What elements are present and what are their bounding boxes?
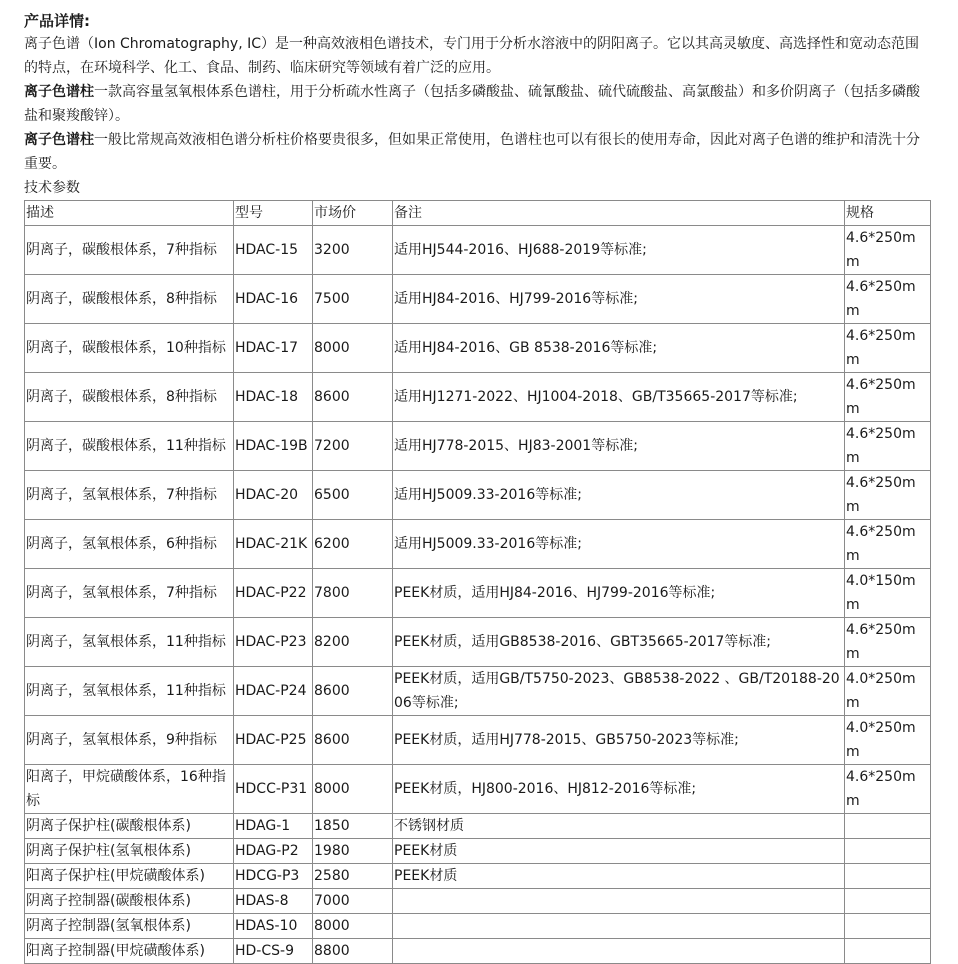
cell-model: HDAS-10 [234, 914, 313, 939]
cell-description: 阴离子控制器(氢氧根体系) [25, 914, 234, 939]
cell-spec: 4.6*250mm [845, 618, 931, 667]
cell-model: HDAC-17 [234, 324, 313, 373]
cell-remark: PEEK材质 [393, 864, 845, 889]
cell-spec: 4.6*250mm [845, 275, 931, 324]
column-description-text: 一款高容量氢氧根体系色谱柱，用于分析疏水性离子（包括多磷酸盐、硫氰酸盐、硫代硫酸盐、高氯酸盐）和多价阴离子（包括多磷酸盐和聚羧酸锌）。 [24, 84, 920, 124]
cell-description: 阴离子，碳酸根体系，8种指标 [25, 275, 234, 324]
cell-description: 阴离子保护柱(碳酸根体系) [25, 814, 234, 839]
cell-price: 8800 [313, 939, 393, 964]
product-details-heading: 产品详情: [24, 12, 90, 30]
table-row [25, 889, 931, 914]
cell-model: HDAC-15 [234, 226, 313, 275]
cell-description: 阴离子，碳酸根体系，11种指标 [25, 422, 234, 471]
cell-description: 阴离子，氢氧根体系，7种指标 [25, 569, 234, 618]
cell-model: HDAG-P2 [234, 839, 313, 864]
table-row [25, 422, 931, 471]
cell-price: 7800 [313, 569, 393, 618]
cell-price: 1980 [313, 839, 393, 864]
table-header-row [25, 201, 931, 226]
cell-price: 8000 [313, 914, 393, 939]
spec-table [24, 200, 931, 964]
cell-spec [845, 839, 931, 864]
cell-price: 8600 [313, 716, 393, 765]
table-row [25, 939, 931, 964]
cell-remark: 适用HJ1271-2022、HJ1004-2018、GB/T35665-2017等标准; [393, 373, 845, 422]
cell-model: HD-CS-9 [234, 939, 313, 964]
cell-description: 阳离子，甲烷磺酸体系，16种指标 [25, 765, 234, 814]
column-description-paragraph [24, 80, 930, 128]
table-row [25, 765, 931, 814]
cell-remark: 适用HJ5009.33-2016等标准; [393, 471, 845, 520]
cell-model: HDAS-8 [234, 889, 313, 914]
cell-spec: 4.0*250mm [845, 716, 931, 765]
table-row [25, 667, 931, 716]
cell-remark: 适用HJ544-2016、HJ688-2019等标准; [393, 226, 845, 275]
cell-remark: 适用HJ84-2016、HJ799-2016等标准; [393, 275, 845, 324]
cell-model: HDAG-1 [234, 814, 313, 839]
cell-model: HDAC-16 [234, 275, 313, 324]
cell-model: HDAC-P24 [234, 667, 313, 716]
cell-remark: PEEK材质，HJ800-2016、HJ812-2016等标准; [393, 765, 845, 814]
cell-description: 阴离子，氢氧根体系，7种指标 [25, 471, 234, 520]
cell-spec: 4.6*250mm [845, 471, 931, 520]
cell-model: HDAC-P23 [234, 618, 313, 667]
cell-description: 阴离子，氢氧根体系，6种指标 [25, 520, 234, 569]
cell-remark: 适用HJ84-2016、GB 8538-2016等标准; [393, 324, 845, 373]
cell-price: 8600 [313, 373, 393, 422]
column-term: 离子色谱柱 [24, 132, 94, 148]
header-remark: 备注 [393, 201, 845, 226]
table-body [25, 226, 931, 964]
table-row [25, 373, 931, 422]
cell-spec: 4.6*250mm [845, 520, 931, 569]
table-row [25, 471, 931, 520]
cell-remark: PEEK材质，适用HJ84-2016、HJ799-2016等标准; [393, 569, 845, 618]
cell-spec: 4.6*250mm [845, 226, 931, 275]
cell-description: 阴离子，碳酸根体系，7种指标 [25, 226, 234, 275]
cell-price: 3200 [313, 226, 393, 275]
cell-price: 7000 [313, 889, 393, 914]
cell-model: HDAC-18 [234, 373, 313, 422]
table-row [25, 814, 931, 839]
cell-price: 8000 [313, 324, 393, 373]
cell-remark: PEEK材质，适用HJ778-2015、GB5750-2023等标准; [393, 716, 845, 765]
cell-description: 阴离子保护柱(氢氧根体系) [25, 839, 234, 864]
table-row [25, 275, 931, 324]
cell-description: 阳离子控制器(甲烷磺酸体系) [25, 939, 234, 964]
cell-spec: 4.6*250mm [845, 373, 931, 422]
cell-remark: 不锈钢材质 [393, 814, 845, 839]
cell-price: 8000 [313, 765, 393, 814]
cell-remark [393, 889, 845, 914]
product-details [24, 10, 930, 964]
cell-description: 阳离子保护柱(甲烷磺酸体系) [25, 864, 234, 889]
cell-remark: PEEK材质 [393, 839, 845, 864]
cell-model: HDAC-P25 [234, 716, 313, 765]
table-row [25, 864, 931, 889]
cell-price: 7200 [313, 422, 393, 471]
cell-spec [845, 889, 931, 914]
cell-price: 1850 [313, 814, 393, 839]
cell-remark: 适用HJ778-2015、HJ83-2001等标准; [393, 422, 845, 471]
cell-description: 阴离子，氢氧根体系，9种指标 [25, 716, 234, 765]
header-price: 市场价 [313, 201, 393, 226]
cell-remark [393, 939, 845, 964]
cell-price: 8600 [313, 667, 393, 716]
cell-model: HDAC-21K [234, 520, 313, 569]
cell-price: 2580 [313, 864, 393, 889]
cell-price: 6500 [313, 471, 393, 520]
cell-spec: 4.0*250mm [845, 667, 931, 716]
maintenance-paragraph [24, 128, 930, 176]
cell-remark [393, 914, 845, 939]
cell-price: 7500 [313, 275, 393, 324]
column-term: 离子色谱柱 [24, 84, 94, 100]
cell-description: 阴离子，氢氧根体系，11种指标 [25, 667, 234, 716]
header-description: 描述 [25, 201, 234, 226]
cell-spec [845, 864, 931, 889]
cell-spec: 4.0*150mm [845, 569, 931, 618]
cell-model: HDAC-P22 [234, 569, 313, 618]
table-row [25, 839, 931, 864]
spec-table-label: 技术参数 [24, 180, 80, 196]
cell-description: 阴离子，氢氧根体系，11种指标 [25, 618, 234, 667]
table-row [25, 716, 931, 765]
header-spec: 规格 [845, 201, 931, 226]
cell-remark: 适用HJ5009.33-2016等标准; [393, 520, 845, 569]
cell-model: HDAC-19B [234, 422, 313, 471]
cell-remark: PEEK材质，适用GB/T5750-2023、GB8538-2022 、GB/T20188-2006等标准; [393, 667, 845, 716]
cell-spec [845, 939, 931, 964]
cell-description: 阴离子，碳酸根体系，10种指标 [25, 324, 234, 373]
table-row [25, 914, 931, 939]
cell-price: 6200 [313, 520, 393, 569]
intro-paragraph: 离子色谱（Ion Chromatography, IC）是一种高效液相色谱技术，专门用于分析水溶液中的阴阳离子。它以其高灵敏度、高选择性和宽动态范围的特点，在环境科学、化工、食品、制药、临床研究等领域有着广泛的应用。 [24, 36, 920, 76]
cell-remark: PEEK材质，适用GB8538-2016、GBT35665-2017等标准; [393, 618, 845, 667]
cell-spec: 4.6*250mm [845, 765, 931, 814]
table-row [25, 569, 931, 618]
cell-spec: 4.6*250mm [845, 422, 931, 471]
cell-model: HDCG-P3 [234, 864, 313, 889]
cell-model: HDCC-P31 [234, 765, 313, 814]
cell-spec: 4.6*250mm [845, 324, 931, 373]
header-model: 型号 [234, 201, 313, 226]
table-row [25, 618, 931, 667]
cell-description: 阴离子，碳酸根体系，8种指标 [25, 373, 234, 422]
table-row [25, 226, 931, 275]
cell-price: 8200 [313, 618, 393, 667]
maintenance-text: 一般比常规高效液相色谱分析柱价格要贵很多，但如果正常使用，色谱柱也可以有很长的使用寿命，因此对离子色谱的维护和清洗十分重要。 [24, 132, 920, 172]
cell-spec [845, 814, 931, 839]
table-row [25, 324, 931, 373]
table-row [25, 520, 931, 569]
cell-model: HDAC-20 [234, 471, 313, 520]
cell-description: 阴离子控制器(碳酸根体系) [25, 889, 234, 914]
cell-spec [845, 914, 931, 939]
